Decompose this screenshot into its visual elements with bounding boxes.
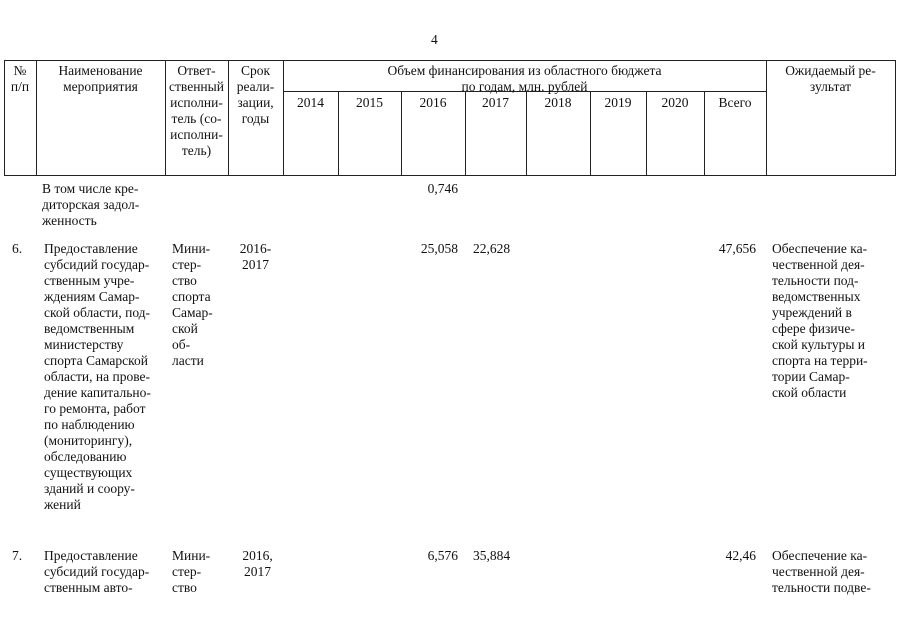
- row-6-name: Предоставление субсидий государ- ственным учре- ждениям Самар- ской области, под- ведомственным министерству спорта Самарской области, на прове- дение капитально- го ремонта, работ по наблюдению (мониторингу), обследованию существующих зданий и соору- жений: [44, 241, 151, 512]
- year-2015: 2015: [356, 95, 383, 110]
- year-2014: 2014: [297, 95, 324, 110]
- header-funding: Объем финансирования из областного бюджета по годам, млн. рублей: [387, 63, 662, 94]
- row-6-result: Обеспечение ка- чественной дея- тельности под- ведомственных учреждений в сфере физиче- ской культуры и спорта на терри- тории Самар- ской области: [772, 241, 868, 400]
- row-6-total: 47,656: [718, 241, 756, 256]
- col-line-13: [895, 60, 896, 176]
- year-2020: 2020: [661, 95, 689, 110]
- header-result: Ожидаемый ре- зультат: [785, 63, 876, 94]
- row-7-executor: Мини- стер- ство: [172, 548, 211, 595]
- header-num: № п/п: [10, 63, 30, 94]
- row-7-result: Обеспечение ка- чественной дея- тельности подве-: [772, 548, 871, 595]
- row-7-2017: 35,884: [473, 548, 511, 563]
- year-2018: 2018: [544, 95, 572, 110]
- row-6-num: 6.: [12, 241, 23, 256]
- year-total: Всего: [718, 95, 752, 110]
- row-7-num: 7.: [12, 548, 23, 563]
- year-2016: 2016: [419, 95, 447, 110]
- page-number: 4: [431, 32, 438, 47]
- header-bottom-border: [4, 175, 895, 176]
- row-6-2016: 25,058: [420, 241, 458, 256]
- header-period: Срок реали- зации, годы: [236, 63, 275, 126]
- row-0-2016: 0,746: [427, 181, 458, 196]
- row-6-period: 2016- 2017: [239, 241, 272, 272]
- row-7-name: Предоставление субсидий государ- ственным авто-: [44, 548, 150, 595]
- row-7-period: 2016, 2017: [242, 548, 273, 579]
- row-7-2016: 6,576: [427, 548, 458, 563]
- row-6-2017: 22,628: [473, 241, 511, 256]
- row-7-total: 42,46: [725, 548, 756, 563]
- header-executor: Ответ- ственный исполни- тель (со- исполни- тель): [169, 63, 224, 158]
- header-name: Наименование мероприятия: [58, 63, 143, 94]
- row-6-executor: Мини- стер- ство спорта Самар- ской об- ласти: [172, 241, 213, 368]
- row-0-name: В том числе кре- диторская задол- женность: [42, 181, 140, 228]
- year-2019: 2019: [604, 95, 632, 110]
- year-2017: 2017: [482, 95, 509, 110]
- table-top-border: [4, 60, 895, 61]
